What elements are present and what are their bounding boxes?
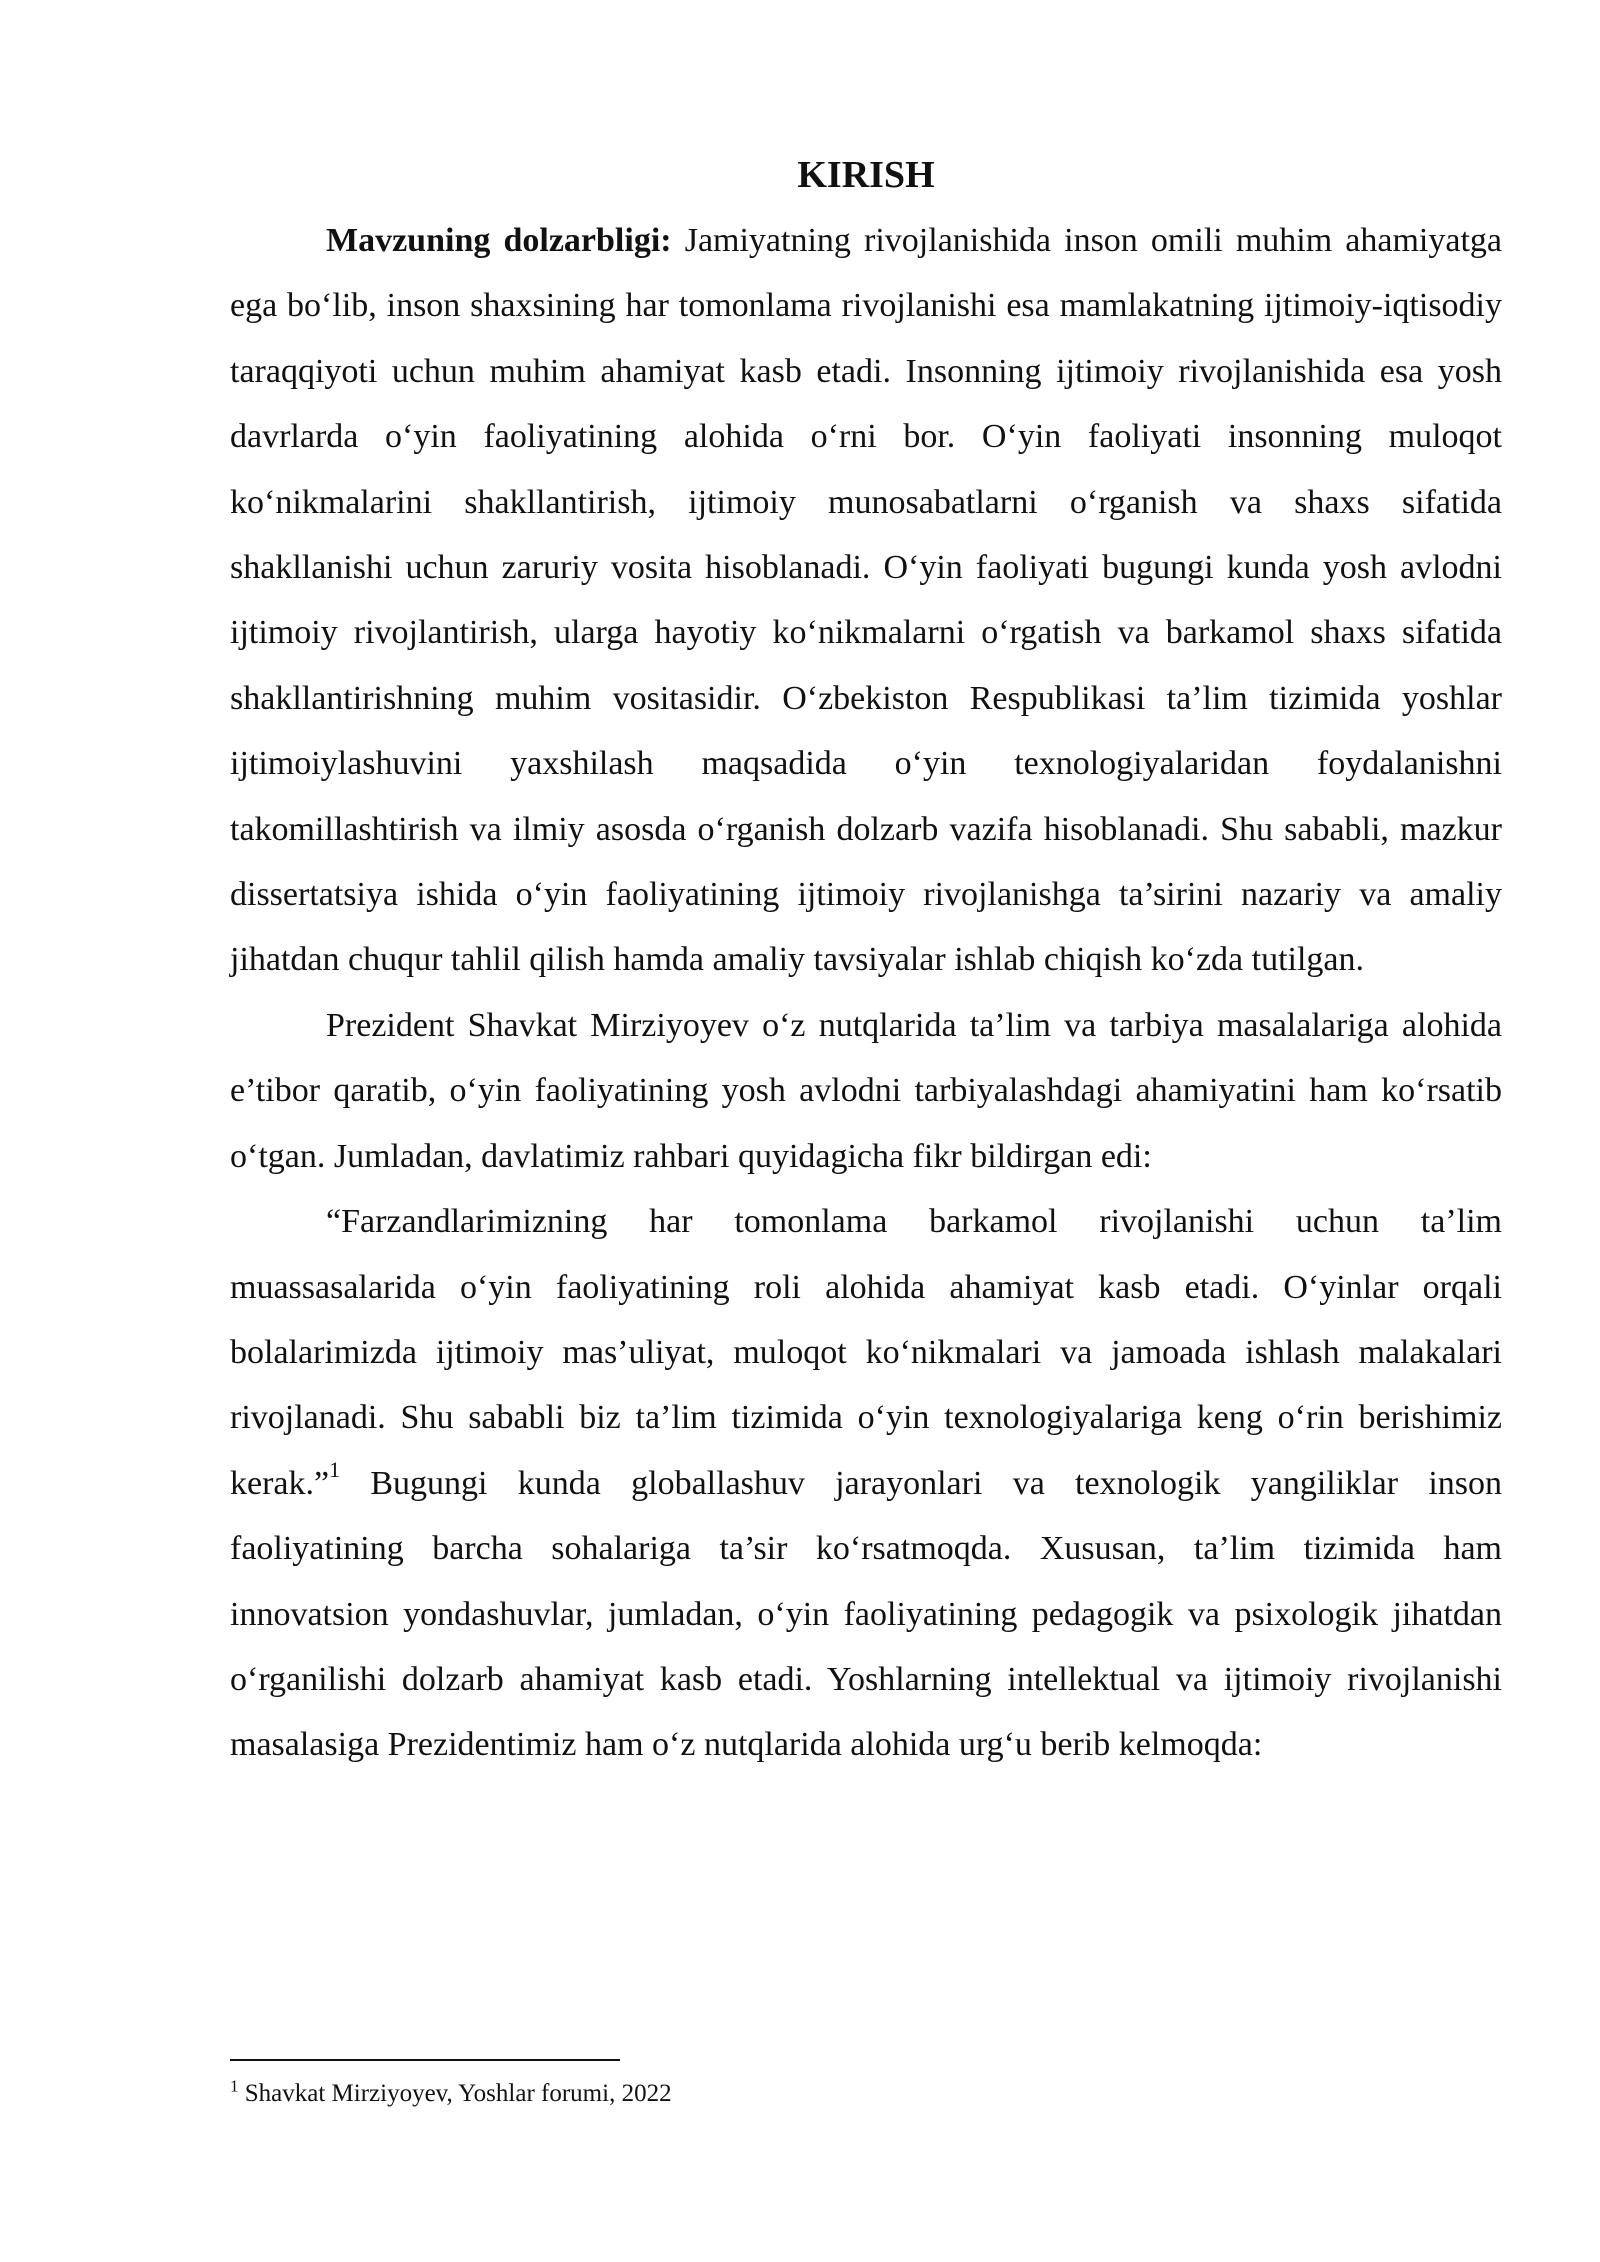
footnote	[230, 2078, 1502, 2110]
body-text	[230, 208, 1502, 1778]
paragraph-text: Bugungi kunda globallashuv jarayonlari va texnologik yangiliklar inson faoliyatining barcha sohalariga ta’sir ko‘rsatmoqda. Xususan, ta’lim tizimida ham innovatsion yondashuvlar, jumladan, o‘yin faoliyatining pedagogik va psixologik jihatdan o‘rganilishi dolzarb ahamiyat kasb etadi. Yoshlarning intellektual va ijtimoiy rivojlanishi masalasiga Prezidentimiz ham o‘z nutqlarida alohida urg‘u berib kelmoqda:	[230, 1464, 1502, 1764]
paragraph-president	[230, 993, 1502, 1189]
footnote-number: 1	[230, 2076, 239, 2096]
section-heading: KIRISH	[797, 154, 935, 196]
footnote-text: Shavkat Mirziyoyev, Yoshlar forumi, 2022	[238, 2080, 672, 2107]
paragraph-text: Prezident Shavkat Mirziyoyev o‘z nutqlarida ta’lim va tarbiya masalalariga alohida e’tibor qaratib, o‘yin faoliyatining yosh avlodni tarbiyalashdagi ahamiyatini ham ko‘rsatib o‘tgan. Jumladan, davlatimiz rahbari quyidagicha fikr bildirgan edi:	[230, 1006, 1502, 1175]
paragraph-lead: Mavzuning dolzarbligi:	[326, 222, 672, 259]
footnote-reference[interactable]: 1	[329, 1457, 341, 1483]
footnote-separator	[230, 2059, 620, 2061]
quote-text: “Farzandlarimizning har tomonlama barkamol rivojlanishi uchun ta’lim muassasalarida o‘yin faoliyatining roli alohida ahamiyat kasb etadi. O‘yinlar orqali bolalarimizda ijtimoiy mas’uliyat, muloqot ko‘nikmalari va jamoada ishlash malakalari rivojlanadi. Shu sababli biz ta’lim tizimida o‘yin texnologiyalariga keng o‘rin berishimiz kerak.”	[230, 1203, 1502, 1502]
paragraph-relevance	[230, 208, 1502, 993]
paragraph-quote	[230, 1189, 1502, 1778]
paragraph-text: Jamiyatning rivojlanishida inson omili muhim ahamiyatga ega bo‘lib, inson shaxsining har tomonlama rivojlanishi esa mamlakatning ijtimoiy-iqtisodiy taraqqiyoti uchun muhim ahamiyat kasb etadi. Insonning ijtimoiy rivojlanishida esa yosh davrlarda o‘yin faoliyatining alohida o‘rni bor. O‘yin faoliyati insonning muloqot ko‘nikmalarini shakllantirish, ijtimoiy munosabatlarni o‘rganish va shaxs sifatida shakllanishi uchun zaruriy vosita hisoblanadi. O‘yin faoliyati bugungi kunda yosh avlodni ijtimoiy rivojlantirish, ularga hayotiy ko‘nikmalarni o‘rgatish va barkamol shaxs sifatida shakllantirishning muhim vositasidir. O‘zbekiston Respublikasi ta’lim tizimida yoshlar ijtimoiylashuvini yaxshilash maqsadida o‘yin texnologiyalaridan foydalanishni takomillashtirish va ilmiy asosda o‘rganish dolzarb vazifa hisoblanadi. Shu sababli, mazkur dissertatsiya ishida o‘yin faoliyatining ijtimoiy rivojlanishga ta’sirini nazariy va amaliy jihatdan chuqur tahlil qilish hamda amaliy tavsiyalar ishlab chiqish ko‘zda tutilgan.	[230, 222, 1503, 979]
